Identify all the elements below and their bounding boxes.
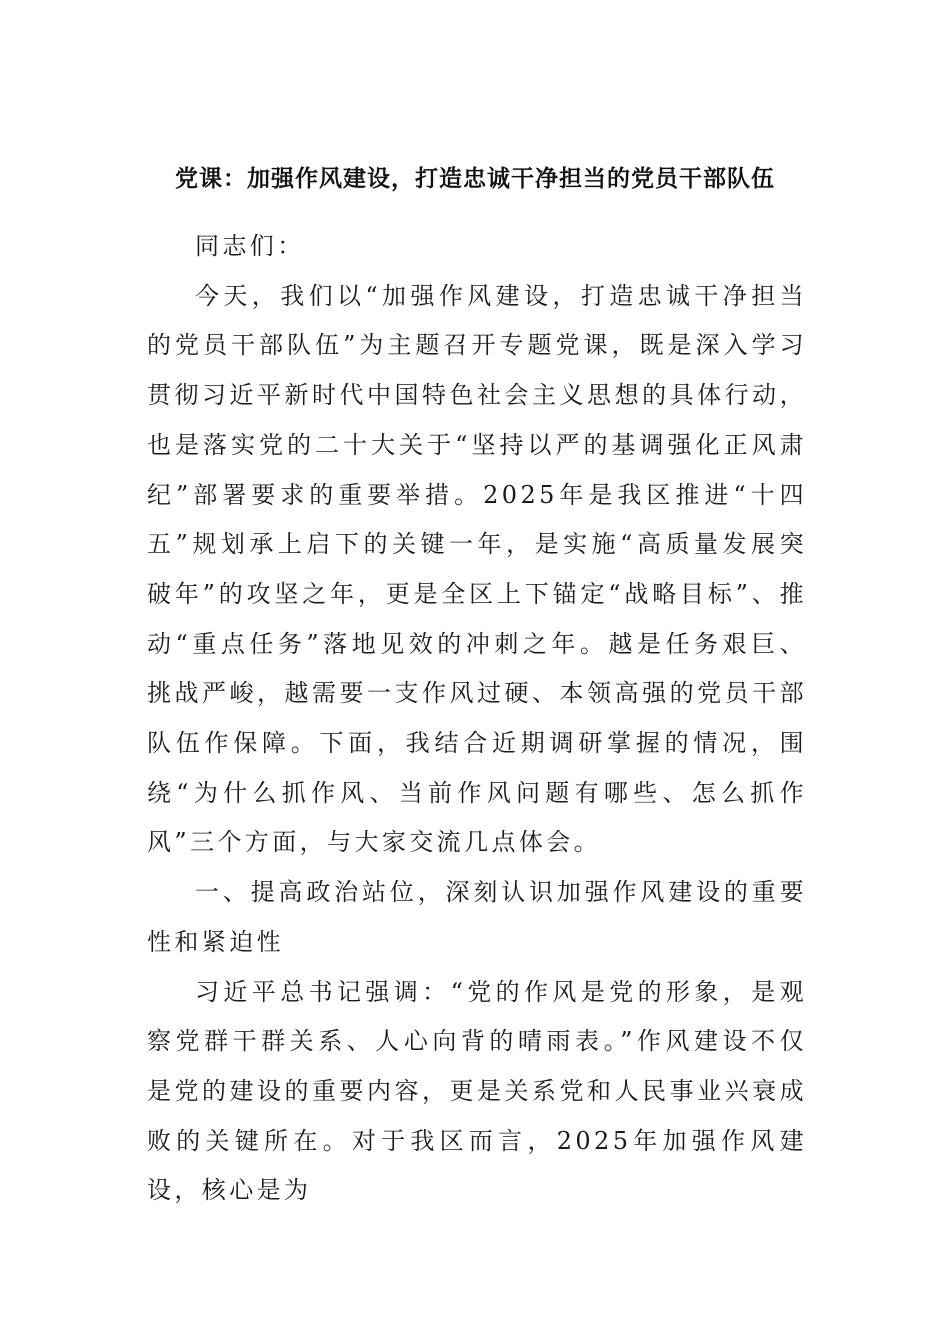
body-paragraph: 习近平总书记强调：“党的作风是党的形象，是观察党群干群关系、人心向背的晴雨表。”作风建设不仅是党的建设的重要内容，更是关系党和人民事业兴衰成败的关键所在。对于我区而言，2025年加强作风建设，核心是为	[147, 977, 807, 1205]
intro-paragraph: 今天，我们以“加强作风建设，打造忠诚干净担当的党员干部队伍”为主题召开专题党课，既是深入学习贯彻习近平新时代中国特色社会主义思想的具体行动，也是落实党的二十大关于“坚持以严的基调强化正风肃纪”部署要求的重要举措。2025年是我区推进“十四五”规划承上启下的关键一年，是实施“高质量发展突破年”的攻坚之年，更是全区上下锚定“战略目标”、推动“重点任务”落地见效的冲刺之年。越是任务艰巨、挑战严峻，越需要一支作风过硬、本领高强的党员干部队伍作保障。下面，我结合近期调研掌握的情况，围绕“为什么抓作风、当前作风问题有哪些、怎么抓作风”三个方面，与大家交流几点体会。	[147, 281, 807, 857]
document-title: 党课：加强作风建设，打造忠诚干净担当的党员干部队伍	[175, 166, 775, 192]
document-body	[147, 222, 807, 1216]
section-heading: 一、提高政治站位，深刻认识加强作风建设的重要性和紧迫性	[147, 878, 807, 956]
salutation-paragraph: 同志们：	[195, 232, 305, 260]
